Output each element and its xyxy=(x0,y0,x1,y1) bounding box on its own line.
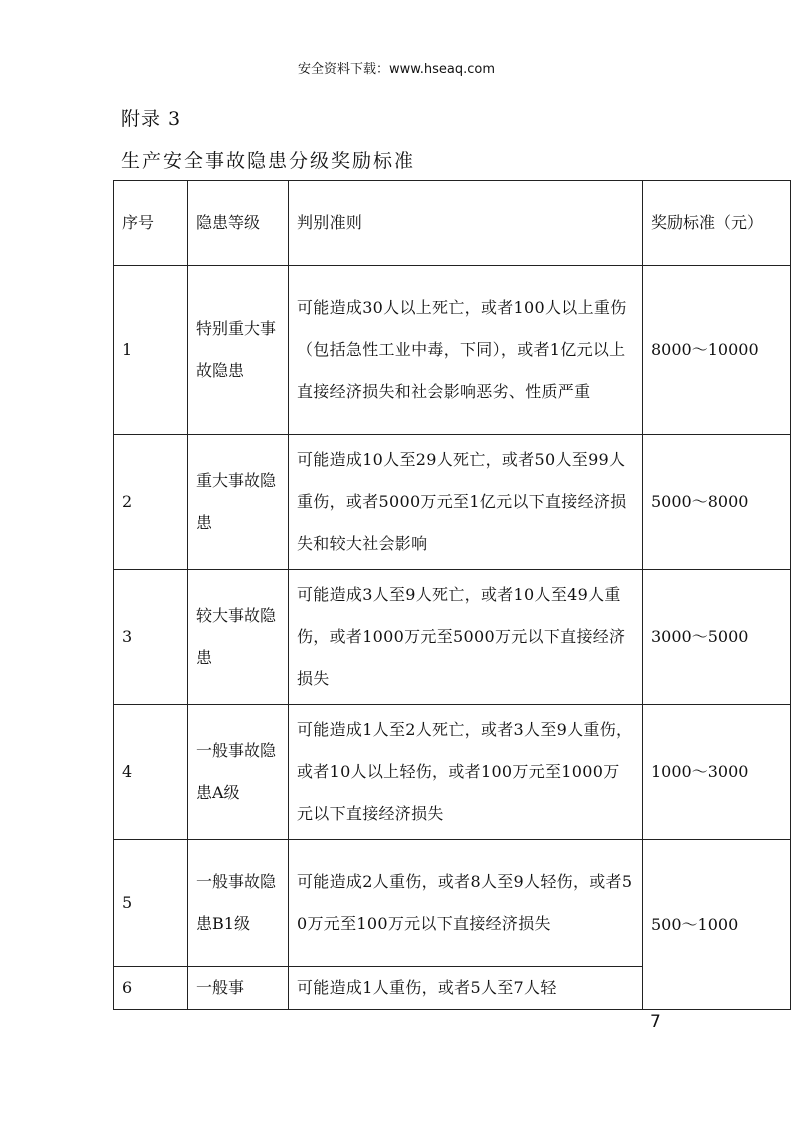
reward-standard-table xyxy=(113,180,791,1010)
row-criteria: 可能造成30人以上死亡，或者100人以上重伤（包括急性工业中毒，下同），或者1亿元以上直接经济损失和社会影响恶劣、性质严重 xyxy=(289,266,643,435)
row-level: 一般事故隐患A级 xyxy=(188,705,289,840)
row-reward: 1000～3000 xyxy=(643,705,791,840)
table-row xyxy=(114,435,791,570)
row-reward: 3000～5000 xyxy=(643,570,791,705)
row-no: 3 xyxy=(114,570,188,705)
row-reward: 500～1000 xyxy=(643,840,791,1010)
table-row xyxy=(114,840,791,967)
table-row xyxy=(114,570,791,705)
table-row xyxy=(114,266,791,435)
row-criteria: 可能造成2人重伤，或者8人至9人轻伤，或者50万元至100万元以下直接经济损失 xyxy=(289,840,643,967)
row-level: 一般事故隐患B1级 xyxy=(188,840,289,967)
row-criteria: 可能造成1人重伤，或者5人至7人轻 xyxy=(289,967,643,1010)
table-row xyxy=(114,705,791,840)
header-criteria: 判别准则 xyxy=(289,181,643,266)
row-no: 5 xyxy=(114,840,188,967)
row-level: 重大事故隐患 xyxy=(188,435,289,570)
row-level: 较大事故隐患 xyxy=(188,570,289,705)
row-criteria: 可能造成1人至2人死亡，或者3人至9人重伤，或者10人以上轻伤，或者100万元至1000万元以下直接经济损失 xyxy=(289,705,643,840)
row-criteria: 可能造成10人至29人死亡，或者50人至99人重伤，或者5000万元至1亿元以下直接经济损失和较大社会影响 xyxy=(289,435,643,570)
page-number: 7 xyxy=(650,1012,661,1032)
row-criteria: 可能造成3人至9人死亡，或者10人至49人重伤，或者1000万元至5000万元以下直接经济损失 xyxy=(289,570,643,705)
row-reward: 8000～10000 xyxy=(643,266,791,435)
row-level: 一般事 xyxy=(188,967,289,1010)
appendix-label: 附录 3 xyxy=(121,108,182,130)
row-no: 1 xyxy=(114,266,188,435)
row-level: 特别重大事故隐患 xyxy=(188,266,289,435)
row-reward: 5000～8000 xyxy=(643,435,791,570)
row-no: 6 xyxy=(114,967,188,1010)
header-level: 隐患等级 xyxy=(188,181,289,266)
page-header: 安全资料下载：www.hseaq.com xyxy=(298,62,495,77)
row-no: 2 xyxy=(114,435,188,570)
document-title: 生产安全事故隐患分级奖励标准 xyxy=(121,150,416,172)
table-header-row xyxy=(114,181,791,266)
header-reward: 奖励标准（元） xyxy=(643,181,791,266)
row-no: 4 xyxy=(114,705,188,840)
header-no: 序号 xyxy=(114,181,188,266)
